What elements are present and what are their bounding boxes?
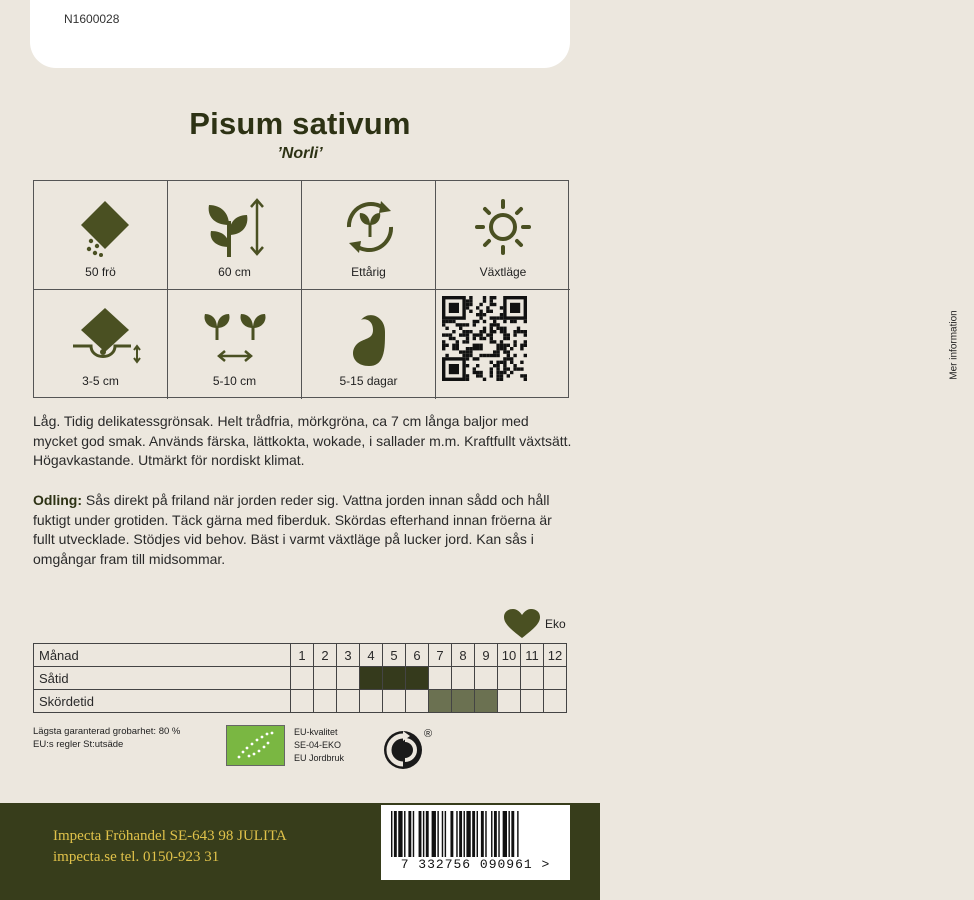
cultivation-instructions <box>33 491 573 569</box>
harvest-month-5 <box>383 690 406 713</box>
sowing-month-2 <box>314 667 337 690</box>
qr-code-icon[interactable] <box>442 296 532 386</box>
cultivation-heading: Odling: <box>33 492 82 508</box>
month-1: 1 <box>291 644 314 667</box>
harvest-month-4 <box>360 690 383 713</box>
harvest-label: Skördetid <box>34 690 291 713</box>
info-cell-seed-count <box>34 181 168 290</box>
green-dot-recycling-icon <box>383 726 435 772</box>
more-info-label-box <box>934 290 974 399</box>
company-contact: impecta.se tel. 0150-923 31 <box>53 849 220 865</box>
product-code: N1600028 <box>64 12 120 26</box>
germination-sprout-icon <box>329 300 409 372</box>
month-4: 4 <box>360 644 383 667</box>
more-info-label: Mer information <box>948 309 960 380</box>
info-cell-plant-spacing <box>168 290 302 399</box>
sowing-month-9 <box>475 667 498 690</box>
month-10: 10 <box>498 644 521 667</box>
barcode-bars <box>391 811 560 857</box>
harvest-month-7 <box>429 690 452 713</box>
sowing-depth-icon <box>61 300 141 372</box>
company-address: Impecta Fröhandel SE-643 98 JULITA <box>53 828 287 844</box>
sowing-depth-label: 3-5 cm <box>82 374 119 388</box>
sowing-month-7 <box>429 667 452 690</box>
germination-label: 5-15 dagar <box>339 374 398 388</box>
month-5: 5 <box>383 644 406 667</box>
eko-label: Eko <box>545 617 566 631</box>
cultivation-text: Sås direkt på friland när jorden reder sig. Vattna jorden innan sådd och håll fuktigt under grotiden. Täck gärna med fiberduk. Skördas efterhand innan fröerna är fullt utvecklade. Stödjes vid behov. Bäst i varmt växtläge på lucker jord. Kan sås i omgångar fram till midsommar. <box>33 492 552 567</box>
eu-organic-leaf-logo <box>226 725 285 766</box>
registered-mark: ® <box>424 728 433 740</box>
plant-spacing-label: 5-10 cm <box>212 374 257 388</box>
sowing-month-6 <box>406 667 429 690</box>
info-cell-sowing-depth <box>34 290 168 399</box>
sun-label: Växtläge <box>479 265 527 279</box>
sowing-month-10 <box>498 667 521 690</box>
plant-height-icon <box>195 191 275 263</box>
harvest-month-9 <box>475 690 498 713</box>
annual-cycle-icon <box>329 191 409 263</box>
germination-note: Lägsta garanterad grobarhet: 80 % <box>33 726 181 737</box>
info-cell-lifecycle <box>302 181 436 290</box>
info-cell-more-info[interactable] <box>436 290 960 399</box>
plant-height-label: 60 cm <box>218 265 251 279</box>
seed-packet-icon <box>61 191 141 263</box>
month-header-label: Månad <box>34 644 291 667</box>
harvest-month-2 <box>314 690 337 713</box>
seed-count-label: 50 frö <box>85 265 116 279</box>
lifecycle-label: Ettårig <box>351 265 386 279</box>
harvest-month-3 <box>337 690 360 713</box>
harvest-month-6 <box>406 690 429 713</box>
sowing-month-4 <box>360 667 383 690</box>
eu-rules-note: EU:s regler St:utsäde <box>33 739 124 750</box>
month-6: 6 <box>406 644 429 667</box>
eu-quality-line-3: EU Jordbruk <box>294 753 345 763</box>
month-9: 9 <box>475 644 498 667</box>
packet-top-cutout <box>30 0 570 68</box>
harvest-month-10 <box>498 690 521 713</box>
barcode-number: 7 332756 090961 > <box>400 857 551 872</box>
sowing-month-11 <box>521 667 544 690</box>
info-cell-germination <box>302 290 436 399</box>
plant-spacing-icon <box>195 300 275 372</box>
sowing-harvest-calendar <box>33 643 567 713</box>
sowing-month-3 <box>337 667 360 690</box>
species-title: Pisum sativum <box>189 106 411 141</box>
month-7: 7 <box>429 644 452 667</box>
variety-name: ’Norli’ <box>277 145 323 162</box>
sowing-month-1 <box>291 667 314 690</box>
info-grid <box>33 180 960 398</box>
month-11: 11 <box>521 644 544 667</box>
sowing-month-5 <box>383 667 406 690</box>
sowing-month-12 <box>544 667 567 690</box>
sowing-month-8 <box>452 667 475 690</box>
eu-quality-line-2: SE-04-EKO <box>294 740 342 750</box>
variety-description: Låg. Tidig delikatessgrönsak. Helt trådfria, mörkgröna, ca 7 cm långa baljor med mycket god smak. Används färska, lättkokta, wokade, i sallader m.m. Kraftfullt växtsätt. Högavkastande. Utmärkt för nordiskt klimat. <box>33 413 572 468</box>
barcode <box>381 805 570 880</box>
sowing-row <box>34 667 567 690</box>
calendar-header-row <box>34 644 567 667</box>
harvest-month-8 <box>452 690 475 713</box>
month-2: 2 <box>314 644 337 667</box>
harvest-month-1 <box>291 690 314 713</box>
info-cell-sun <box>436 181 570 290</box>
month-8: 8 <box>452 644 475 667</box>
harvest-month-11 <box>521 690 544 713</box>
eu-quality-line-1: EU-kvalitet <box>294 727 338 737</box>
sowing-label: Såtid <box>34 667 291 690</box>
month-12: 12 <box>544 644 567 667</box>
month-3: 3 <box>337 644 360 667</box>
harvest-row <box>34 690 567 713</box>
info-cell-plant-height <box>168 181 302 290</box>
sun-icon <box>463 191 543 263</box>
heart-eko-icon <box>503 609 541 639</box>
harvest-month-12 <box>544 690 567 713</box>
